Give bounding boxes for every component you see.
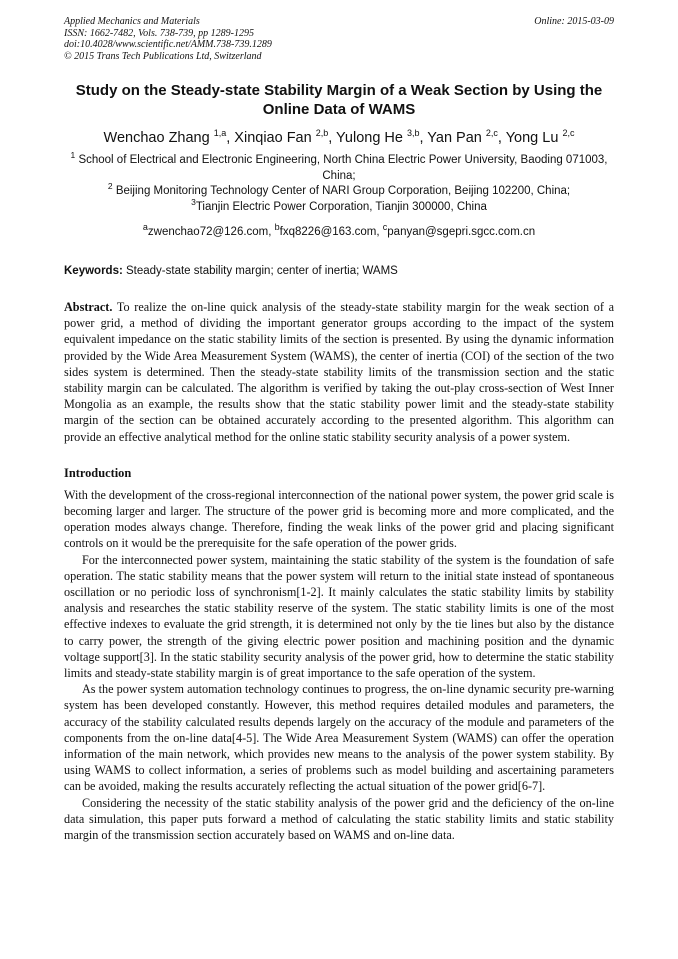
email: $^b$fxq8226@163.com, <box>274 222 383 238</box>
running-header <box>64 16 614 62</box>
keywords <box>64 264 614 279</box>
issn-line: ISSN: 1662-7482, Vols. 738-739, pp 1289-1295 <box>64 27 254 39</box>
email: $^c$panyan@sgepri.sgcc.com.cn <box>382 222 536 238</box>
keywords-text: Steady-state stability margin; center of inertia; WAMS <box>126 265 398 277</box>
paragraph: With the development of the cross-regional interconnection of the national power system, the power grid scale is becoming larger and larger. The structure of the power grid is becoming more and more complicated, and the operation modes always change. Therefore, finding the weak links of the power grid and placing significant controls on it would be the prerequisite for the safe operation of the power grids. <box>64 487 614 551</box>
author: Yan Pan $^{2,c}$, <box>427 128 506 146</box>
introduction-heading: Introduction <box>64 465 132 480</box>
email: $^a$zwenchao72@126.com, <box>142 222 275 238</box>
author-superscript: 2,c <box>562 128 575 139</box>
keywords-label: Keywords: <box>64 265 123 277</box>
abstract-text: To realize the on-line quick analysis of the steady-state stability margin for the weak section of a power grid, a method of dividing the important generator groups according to the impact of the system equivalent impedance on the static stability limits of the section is presented. By using the dynamic information provided by the Wide Area Measurement System (WAMS), the center of inertia (COI) of the section of the two sides system is determined. Then the steady-state stability limits of the transmission section and the static stability margin can be calculated. The algorithm is verified by taking the out-play cross-section of West Inner Mongolia as an example, the results show that the static stability power limit and the steady-state stability margin of the section can be obtained accurately according to the presented algorithm. This algorithm can provide an effective analytical method for the online static stability security analysis of a power system. <box>64 300 614 444</box>
online-date: Online: 2015-03-09 <box>534 16 614 27</box>
abstract <box>64 299 614 445</box>
author: Xinqiao Fan $^{2,b}$, <box>234 128 337 146</box>
author: Yulong He $^{3,b}$, <box>336 128 428 146</box>
copyright-line: © 2015 Trans Tech Publications Ltd, Switzerland <box>64 50 262 62</box>
affiliation: $^1$ School of Electrical and Electronic Engineering, North China Electric Power University, Baoding 071003, China; <box>70 150 608 182</box>
author-superscript: 2,c <box>485 128 498 139</box>
email-list <box>64 222 614 240</box>
paragraph: Considering the necessity of the static stability analysis of the power grid and the deficiency of the on-line data simulation, this paper puts forward a method of calculating the static stability limits and static stability margin of the transmission section accurately based on WAMS and on-line data. <box>64 795 614 843</box>
author: Yong Lu $^{2,c}$ <box>505 128 575 146</box>
affiliation: $^3$Tianjin Electric Power Corporation, Tianjin 300000, China <box>191 196 487 213</box>
affiliation: $^2$ Beijing Monitoring Technology Center of NARI Group Corporation, Beijing 102200, China; <box>107 181 571 197</box>
publication-info <box>64 16 272 62</box>
author: Wenchao Zhang $^{1,a}$, <box>103 128 235 146</box>
author-list <box>64 129 614 147</box>
paragraph: As the power system automation technology continues to progress, the on-line dynamic security pre-warning system has been developed constantly. However, this method requires detailed modules and parameters, the accuracy of the stability calculated results depends largely on the accuracy of the module and parameters of the components from the on-line data[4-5]. The Wide Area Measurement System (WAMS) can offer the operation information of the main network, which provides new means to the analysis of the power system stability. By using WAMS to collect information, a series of problems such as model building and ascertaining parameters can be avoided, making the results accurately reflecting the actual situation of the power grid[6-7]. <box>64 682 614 794</box>
abstract-label: Abstract. <box>64 300 113 314</box>
paper-title: Study on the Steady-state Stability Margin of a Weak Section by Using the Online Data of WAMS <box>75 82 603 118</box>
author-superscript: 3,b <box>406 128 420 139</box>
author-superscript: 2,b <box>315 128 329 139</box>
doi-line: doi:10.4028/www.scientific.net/AMM.738-739.1289 <box>64 39 272 50</box>
affiliation-list <box>64 150 614 215</box>
paragraph: For the interconnected power system, maintaining the static stability of the system is the foundation of safe operation. The static stability means that the power system will return to the initial state instead of spontaneous oscillation or no periodic loss of synchronism[1-2]. It mainly calculates the static stability limits by stability analysis and researches the static stability reserve of the system. The static stability limits is one of the most effective indexes to evaluate the grid strength, it is determined not only by the tie lines but also by the distance to carry power, the strength of the giving electric power position and machining position and the dynamic voltage support[3]. In the static stability security analysis of the power grid, how to determine the static stability limits and steady-state stability margin is of great importance to the safe operation of the system. <box>64 552 614 681</box>
author-superscript: 1,a <box>213 128 227 139</box>
journal-name: Applied Mechanics and Materials <box>64 16 200 27</box>
